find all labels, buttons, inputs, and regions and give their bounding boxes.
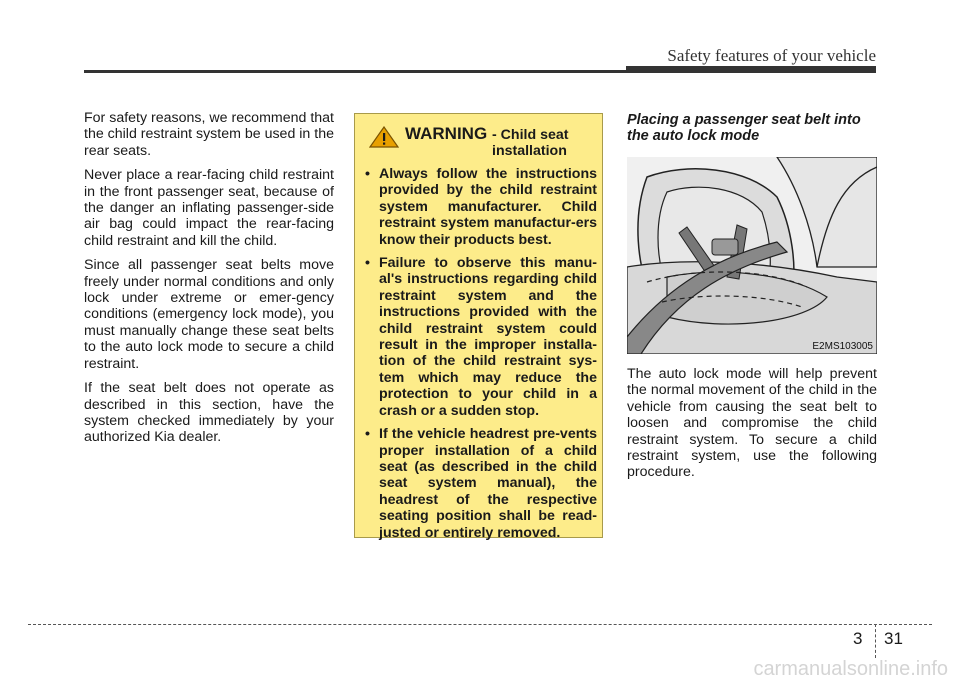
paragraph: The auto lock mode will help prevent the normal movement of the child in the vehicle from causing the seat belt to loosen and compromise the child restraint system. To secure a child restraint system, use the following procedure.	[627, 366, 877, 481]
warning-triangle-icon	[369, 126, 399, 148]
warning-box	[354, 113, 603, 541]
left-column	[84, 110, 334, 454]
warning-label: WARNING	[405, 124, 488, 143]
warning-item: • Failure to observe this manu-al's instructions regarding child restraint system and the instructions provided with the child restraint system could result in the improper installa-tion of the child restraint sys-tem which may reduce the protection to your child in a crash or a sudden stop.	[365, 255, 597, 419]
footer-rule	[28, 624, 932, 625]
warning-list	[365, 166, 597, 548]
paragraph: Never place a rear-facing child restraint in the front passenger seat, because of the danger an inflating passenger-side air bag could impact the rear-facing child restraint and kill the child.	[84, 167, 334, 249]
page-number-divider	[875, 624, 876, 658]
page-header-title: Safety features of your vehicle	[667, 46, 876, 65]
section-number: 3	[853, 629, 863, 648]
paragraph: If the seat belt does not operate as described in this section, have the system checked immediately by your authorized Kia dealer.	[84, 380, 334, 446]
header-rule-accent	[626, 66, 876, 72]
section-heading: Placing a passenger seat belt into the auto lock mode	[627, 112, 861, 144]
warning-header	[369, 124, 594, 168]
seat-belt-illustration	[627, 157, 877, 354]
figure-code: E2MS103005	[812, 341, 873, 352]
child-seat-drawing	[627, 157, 877, 354]
warning-item: • Always follow the instructions provided by the child restraint system manufacturer. Child restraint system manufactur-ers know their products best.	[365, 166, 597, 248]
warning-item: • If the vehicle headrest pre-vents proper installation of a child seat (as described in the child seat system manual), the headrest of the respective seating position shall be read-justed or entirely removed.	[365, 426, 597, 541]
watermark: carmanualsonline.info	[753, 658, 948, 680]
paragraph: For safety reasons, we recommend that the child restraint system be used in the rear seats.	[84, 110, 334, 159]
page-number: 31	[884, 629, 903, 648]
warning-subtitle: - Child seat installation	[492, 127, 569, 159]
paragraph: Since all passenger seat belts move freely under normal conditions and only lock under extreme or emer-gency conditions (emergency lock mode), you must manually change these seat belts to the auto lock mode to secure a child restraint.	[84, 257, 334, 372]
right-column-body	[627, 366, 877, 481]
